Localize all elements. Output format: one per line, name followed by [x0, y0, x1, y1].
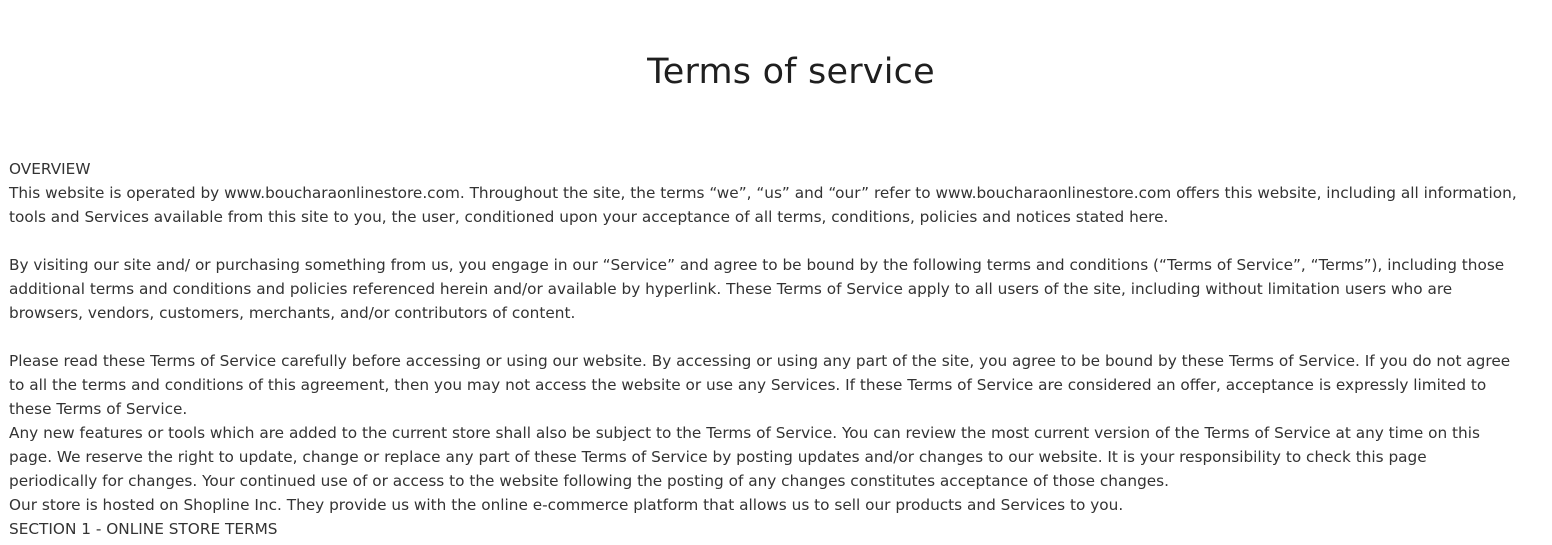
section-heading-online-store-terms: SECTION 1 - ONLINE STORE TERMS: [9, 520, 278, 538]
text-line: to all the terms and conditions of this agreement, then you may not access the website or use any Services. If these Terms of Service are considered an offer, acceptance is expressly limited to: [9, 376, 1487, 394]
text-line: periodically for changes. Your continued use of or access to the website following the posting of any changes constitutes acceptance of those changes.: [9, 472, 1170, 490]
page-title: Terms of service: [647, 52, 935, 92]
text-line: tools and Services available from this site to you, the user, conditioned upon your acceptance of all terms, conditions, policies and notices stated here.: [9, 208, 1169, 226]
terms-content: [9, 157, 1552, 541]
text-line: browsers, vendors, customers, merchants, and/or contributors of content.: [9, 304, 576, 322]
text-line: Our store is hosted on Shopline Inc. They provide us with the online e-commerce platform that allows us to sell our products and Services to you.: [9, 496, 1124, 514]
blank-line: [9, 325, 1552, 349]
text-line: Please read these Terms of Service carefully before accessing or using our website. By accessing or using any part of the site, you agree to be bound by these Terms of Service. If you do not agree: [9, 352, 1511, 370]
text-line: By visiting our site and/ or purchasing something from us, you engage in our “Service” and agree to be bound by the following terms and conditions (“Terms of Service”, “Terms”), including those: [9, 256, 1505, 274]
blank-line: [9, 229, 1552, 253]
text-line: additional terms and conditions and policies referenced herein and/or available by hyperlink. These Terms of Service apply to all users of the site, including without limitation users who are: [9, 280, 1453, 298]
text-line: page. We reserve the right to update, change or replace any part of these Terms of Service by posting updates and/or changes to our website. It is your responsibility to check this page: [9, 448, 1427, 466]
text-line: This website is operated by www.boucharaonlinestore.com. Throughout the site, the terms “we”, “us” and “our” refer to www.boucharaonlinestore.com offers this website, including all information,: [9, 184, 1517, 202]
text-line: these Terms of Service.: [9, 400, 188, 418]
section-heading-overview: OVERVIEW: [9, 160, 91, 178]
text-line: Any new features or tools which are added to the current store shall also be subject to the Terms of Service. You can review the most current version of the Terms of Service at any time on this: [9, 424, 1480, 442]
